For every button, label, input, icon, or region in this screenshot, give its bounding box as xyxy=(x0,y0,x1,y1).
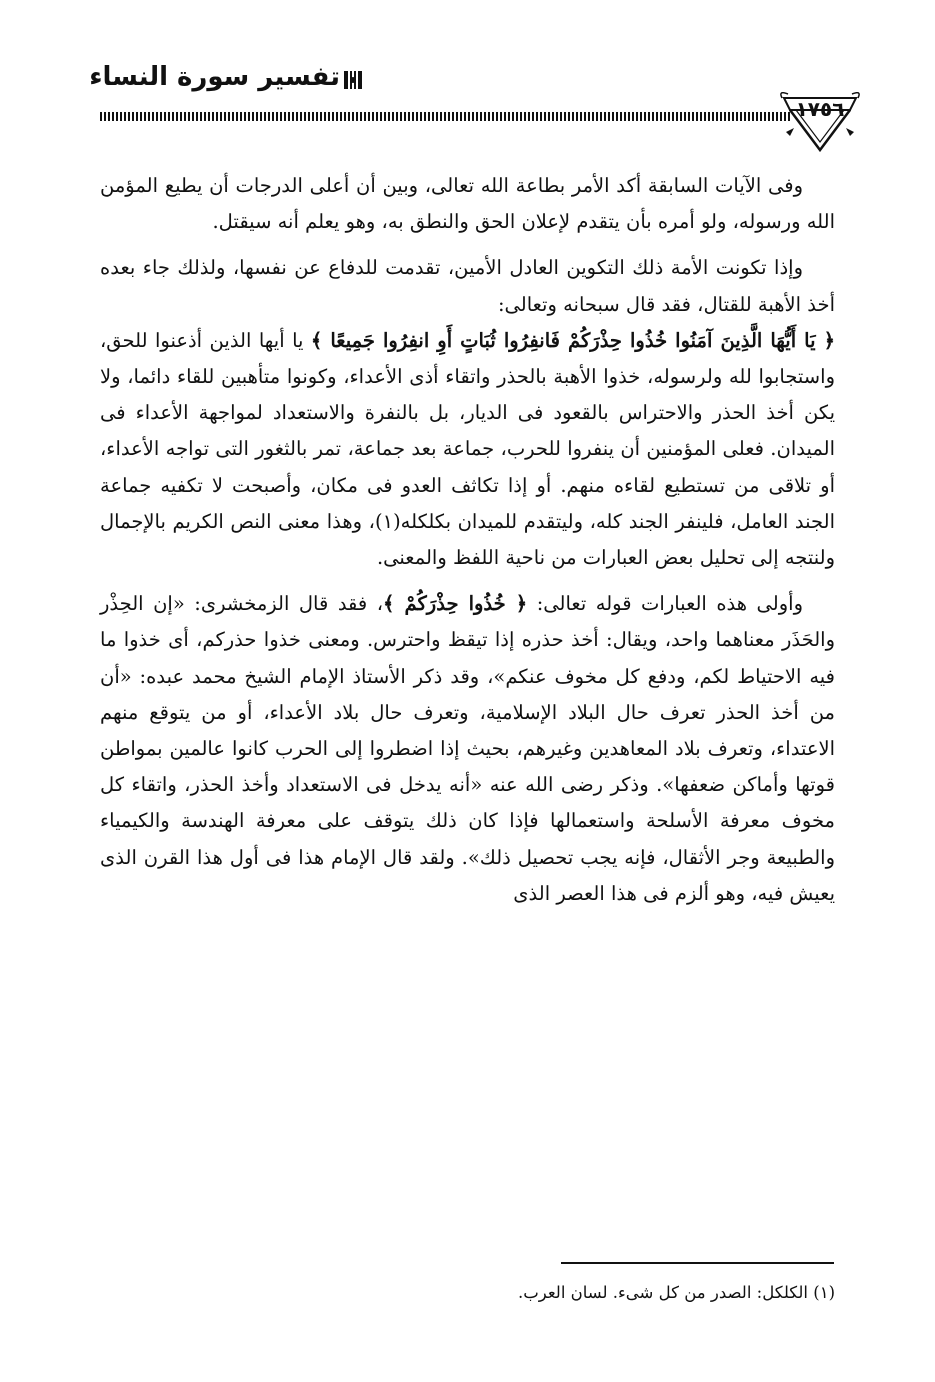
paragraph-text: وفى الآيات السابقة أكد الأمر بطاعة الله تعالى، وبين أن أعلى الدرجات أن يطيع المؤمن الله ورسوله، ولو أمره بأن يتقدم لإعلان الحق والنطق به، وهو يعلم أنه سيقتل. xyxy=(100,174,835,234)
footnote-rule xyxy=(561,1262,834,1264)
quran-verse: ﴿ يَا أَيُّهَا الَّذِينَ آمَنُوا خُذُوا حِذْرَكُمْ فَانفِرُوا ثُبَاتٍ أَوِ انفِرُوا جَمِيعًا ﴾ xyxy=(310,328,835,352)
header-rule xyxy=(100,112,790,121)
paragraph xyxy=(100,250,835,322)
ornament-icon xyxy=(341,68,365,92)
paragraph xyxy=(100,168,835,240)
paragraph xyxy=(100,323,835,576)
paragraph-text: وأولى هذه العبارات قوله تعالى: xyxy=(527,592,804,616)
footnote: (١) الكلكل: الصدر من كل شىء. لسان العرب. xyxy=(517,1283,835,1302)
paragraph-text: يا أيها الذين أذعنوا للحق، واستجابوا لله ولرسوله، خذوا الأهبة بالحذر واتقاء أذى الأعداء، وكونوا متأهبين للقاء دائما، ولا يكن أخذ الحذر والاحتراس بالقعود فى الديار، بل بالنفرة والاستعداد لمواجهة الأعداء فى الميدان. فعلى المؤمنين أن ينفروا للحرب، جماعة بعد جماعة، تمر بالثغور التى تواجه الأعداء، أو تلاقى من تستطيع لقاءه منهم. أو إذا تكاثف العدو فى مكان، وأصبحت لا تكفيه جماعة الجند العامل، فلينفر الجند كله، وليتقدم للميدان بكلكله(١)، وهذا معنى النص الكريم بالإجمال ولنتجه إلى تحليل بعض العبارات من ناحية اللفظ والمعنى. xyxy=(100,328,835,570)
paragraph-text: وإذا تكونت الأمة ذلك التكوين العادل الأمين، تقدمت للدفاع عن نفسها، ولذلك جاء بعده أخذ الأهبة للقتال، فقد قال سبحانه وتعالى: xyxy=(100,256,835,316)
paragraph-text: ، فقد قال الزمخشرى: «إن الحِذْر والحَذَر معناهما واحد، ويقال: أخذ حذره إذا تيقظ واحترس. ومعنى خذوا حذركم، أى خذوا ما فيه الاحتياط لكم، ودفع كل مخوف عنكم»، وقد ذكر الأستاذ الإمام الشيخ محمد عبده: «أن من أخذ الحذر تعرف حال البلاد الإسلامية، وتعرف حال بلاد الأعداء، أو من يتوقع منهم الاعتداء، وتعرف بلاد المعاهدين وغيرهم، بحيث إذا اضطروا إلى الحرب كانوا عالمين بمواطن قوتها وأماكن ضعفها». وذكر رضى الله عنه «أنه يدخل فى الاستعداد وأخذ الحذر، واتقاء كل مخوف معرفة الأسلحة واستعمالها فإذا كان ذلك يتوقف على معرفة الهندسة والكيمياء والطبيعة وجر الأثقال، فإنه يجب تحصيل ذلك». ولقد قال الإمام هذا فى أول هذا القرن الذى يعيش فيه، وهو ألزم فى هذا العصر الذى xyxy=(100,592,835,905)
body-text xyxy=(100,168,835,912)
running-header-title: تفسير سورة النساء xyxy=(89,62,340,92)
page-number: ١٧٥٦ xyxy=(795,97,845,121)
paragraph xyxy=(100,586,835,912)
quran-verse: ﴿ خُذُوا حِذْرَكُمْ ﴾ xyxy=(383,592,528,616)
